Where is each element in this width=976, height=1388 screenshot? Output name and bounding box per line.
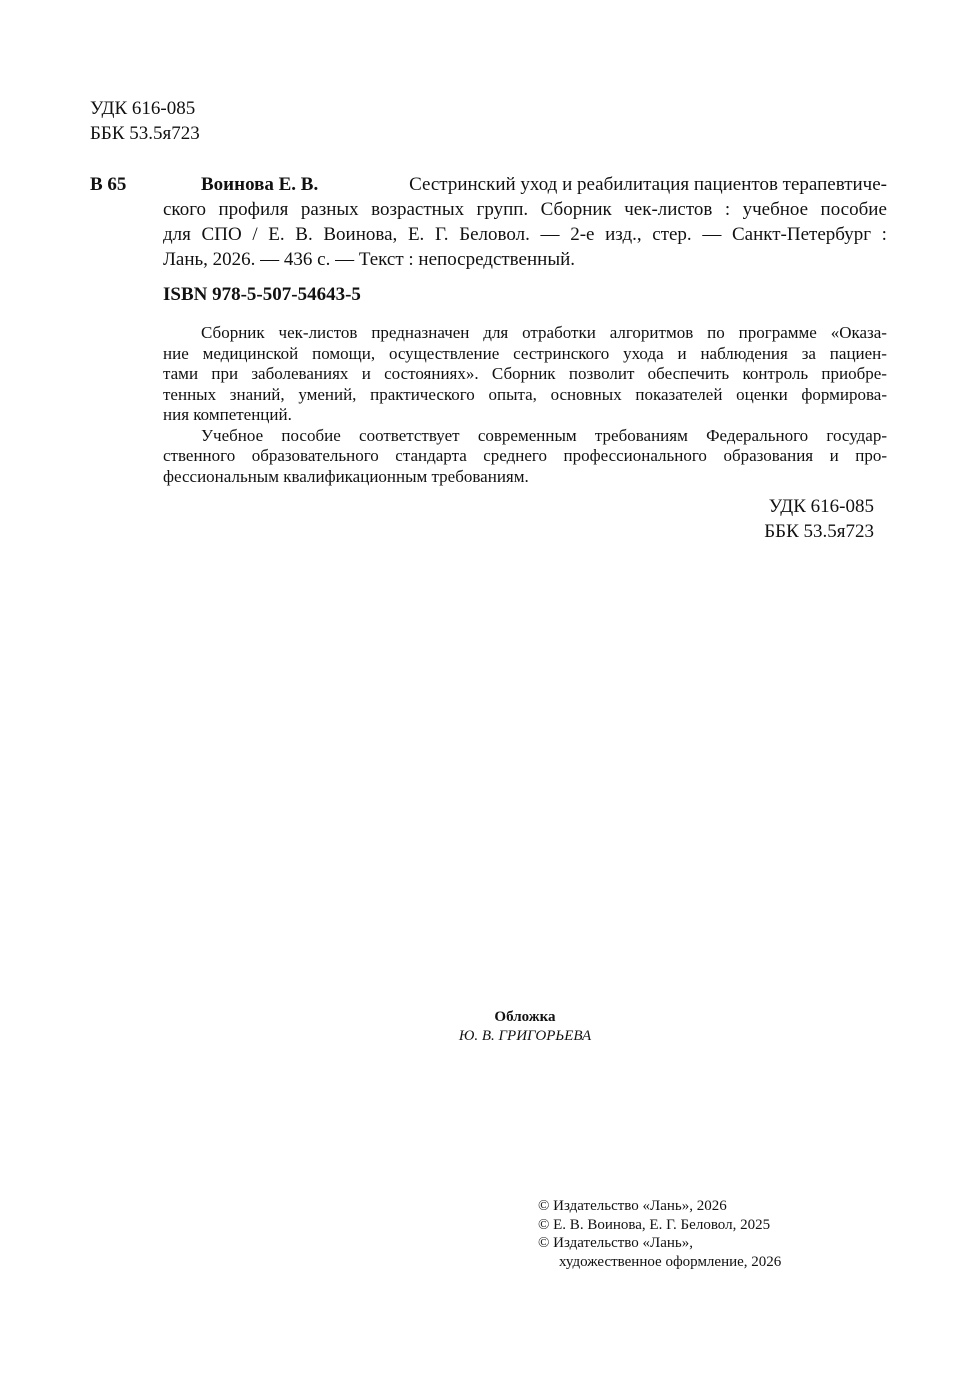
bbk-code: ББК 53.5я723 (764, 521, 874, 542)
bib-line-2: ского профиля разных возрастных групп. Сборник чек-листов : учебное пособие (163, 199, 887, 220)
udk-code: УДК 616-085 (768, 496, 874, 517)
bib-line-1 (163, 172, 887, 197)
cover-credit-name: Ю. В. ГРИГОРЬЕВА (458, 1028, 592, 1044)
abstract (163, 323, 887, 487)
isbn: ISBN 978-5-507-54643-5 (163, 284, 361, 305)
bib-title-start: Сестринский уход и реабилитация пациентов терапевтиче- (409, 174, 887, 195)
author-name: Воинова Е. В. (201, 174, 319, 195)
classification-codes-top (90, 96, 200, 146)
abstract-line: Учебное пособие соответствует современным требованиям Федерального государ- (201, 425, 887, 445)
abstract-line: фессиональным квалификационным требованиям. (163, 466, 529, 486)
abstract-line: тами при заболеваниях и состояниях». Сборник позволит обеспечить контроль приобре- (163, 364, 887, 383)
bbk-code: ББК 53.5я723 (90, 123, 200, 144)
author-mark: В 65 (90, 174, 127, 195)
copyright-block (538, 1197, 781, 1271)
abstract-line: ственного образовательного стандарта среднего профессионального образования и про- (163, 446, 887, 465)
abstract-line: тенных знаний, умений, практического опыта, основных показателей оценки формирова- (163, 384, 887, 404)
abstract-line: ние медицинской помощи, осуществление сестринского ухода и наблюдения за пациен- (163, 343, 887, 363)
copyright-line: © Е. В. Воинова, Е. Г. Беловол, 2025 (538, 1216, 771, 1233)
cover-credit-title: Обложка (494, 1009, 556, 1025)
udk-code: УДК 616-085 (90, 98, 196, 119)
copyright-line: © Издательство «Лань», (538, 1235, 693, 1251)
cover-credit (390, 1008, 660, 1046)
copyright-line: художественное оформление, 2026 (559, 1253, 782, 1270)
abstract-line: ния компетенций. (163, 405, 292, 424)
bibliographic-description (163, 172, 887, 272)
copyright-line: © Издательство «Лань», 2026 (538, 1198, 727, 1214)
bib-line-4: Лань, 2026. — 436 с. — Текст : непосредственный. (163, 249, 575, 270)
abstract-line: Сборник чек-листов предназначен для отработки алгоритмов по программе «Оказа- (201, 323, 887, 342)
bib-line-3: для СПО / Е. В. Воинова, Е. Г. Беловол. — 2-е изд., стер. — Санкт-Петербург : (163, 224, 887, 245)
classification-codes-right (740, 494, 874, 544)
